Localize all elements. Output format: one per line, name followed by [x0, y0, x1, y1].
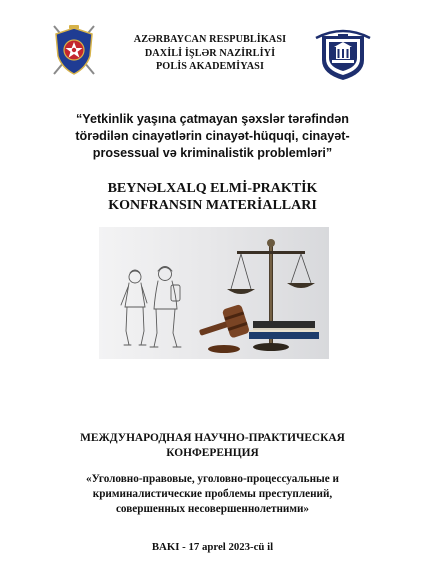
topic-ru-line: криминалистические проблемы преступлений, [92, 488, 333, 500]
organization-name [110, 33, 310, 74]
topic-az-line: törədilən cinayətlərin cinayət-hüquqi, cinayət- [75, 129, 350, 143]
conf-az-line: BEYNƏLXALQ ELMİ-PRAKTİK [107, 181, 318, 196]
police-shield-emblem-icon [48, 22, 100, 78]
conference-date: BAKI - 17 aprel 2023-cü il [151, 541, 274, 553]
conference-topic-az [40, 111, 385, 162]
topic-ru-line: «Уголовно-правовые, уголовно-процессуальные и [86, 473, 339, 485]
cover-illustration [99, 227, 329, 359]
topic-az-line: “Yetkinlik yaşına çatmayan şəxslər tərəfindən [75, 112, 349, 126]
police-academy-crest-icon [312, 20, 374, 82]
org-line-country: AZƏRBAYCAN RESPUBLİKASI [133, 34, 287, 45]
conf-ru-line: КОНФЕРЕНЦИЯ [166, 447, 259, 459]
org-line-academy: POLİS AKADEMİYASI [155, 61, 265, 72]
topic-ru-line: совершенных несовершеннолетними» [115, 503, 310, 515]
conf-az-line: KONFRANSIN MATERİALLARI [108, 198, 317, 213]
conference-topic-ru [30, 472, 395, 517]
conference-title-az [40, 180, 385, 214]
org-line-ministry: DAXİLİ İŞLƏR NAZİRLİYİ [144, 47, 276, 59]
justice-scales-gavel-teenagers-icon [99, 227, 329, 359]
conference-title-ru [30, 431, 395, 461]
cover-header [0, 0, 425, 95]
conf-ru-line: МЕЖДУНАРОДНАЯ НАУЧНО-ПРАКТИЧЕСКАЯ [80, 432, 345, 444]
topic-az-line: prosessual və kriminalistik problemləri” [92, 146, 333, 160]
